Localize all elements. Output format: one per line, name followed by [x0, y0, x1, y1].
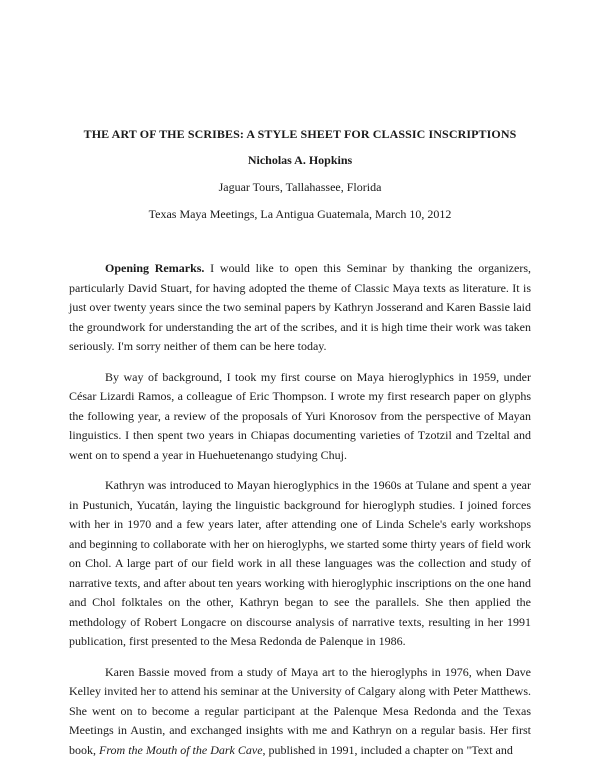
paragraph-text: I would like to open this Seminar by thanking the organizers, particularly David Stuart, for having adopted the theme of Classic Maya texts as literature. It is just over twenty years since the two seminal papers by Kathryn Josserand and Karen Bassie laid the groundwork for understanding the art of the scribes, and it is high time their work was taken seriously. I'm sorry neither of them can be here today.	[69, 261, 531, 353]
paragraph-background: By way of background, I took my first course on Maya hieroglyphics in 1959, under César Lizardi Ramos, a colleague of Eric Thompson. I wrote my first research paper on glyphs the following year, a review of the proposals of Yuri Knorosov from the perspective of Mayan linguistics. I then spent two years in Chiapas documenting varieties of Tzotzil and Tzeltal and went on to spend a year in Huehuetenango studying Chuj.	[69, 369, 531, 462]
event-line: Texas Maya Meetings, La Antigua Guatemala, March 10, 2012	[148, 207, 452, 221]
paragraph-opening-remarks	[69, 259, 531, 357]
book-title: From the Mouth of the Dark Cave	[99, 742, 263, 757]
paragraph-karen-bassie	[69, 663, 531, 761]
paper-title: THE ART OF THE SCRIBES: A STYLE SHEET FOR CLASSIC INSCRIPTIONS	[83, 127, 517, 141]
paragraph-lead-heading: Opening Remarks.	[105, 261, 205, 275]
paragraph-text: , published in 1991, included a chapter on "Text and	[262, 742, 513, 757]
author-name: Nicholas A. Hopkins	[247, 153, 353, 167]
body-text	[69, 259, 531, 771]
author-affiliation: Jaguar Tours, Tallahassee, Florida	[218, 180, 382, 194]
paragraph-kathryn: Kathryn was introduced to Mayan hieroglyphics in the 1960s at Tulane and spent a year in Pustunich, Yucatán, laying the linguistic background for hieroglyph studies. I joined forces with her in 1970 and a few years later, after attending one of Linda Schele's early workshops and beginning to collaborate with her on hieroglyphs, we started some thirty years of field work on Chol. A large part of our field work in all these languages was the collection and study of narrative texts, and after about ten years working with hieroglyphic inscriptions on the one hand and Chol folktales on the other, Kathryn began to see the parallels. She then applied the methdology of Robert Longacre on discourse analysis of narrative texts, resulting in her 1991 publication, first presented to the Mesa Redonda de Palenque in 1986.	[69, 478, 531, 648]
paragraph-text: Karen Bassie moved from a study of Maya art to the hieroglyphs in 1976, when Dave Kelley invited her to attend his seminar at the University of Calgary along with Peter Matthews. She went on to become a regular participant at the Palenque Mesa Redonda and the Texas Meetings in Austin, and exchanged insights with me and Kathryn on a regular basis. Her first book,	[69, 664, 531, 757]
